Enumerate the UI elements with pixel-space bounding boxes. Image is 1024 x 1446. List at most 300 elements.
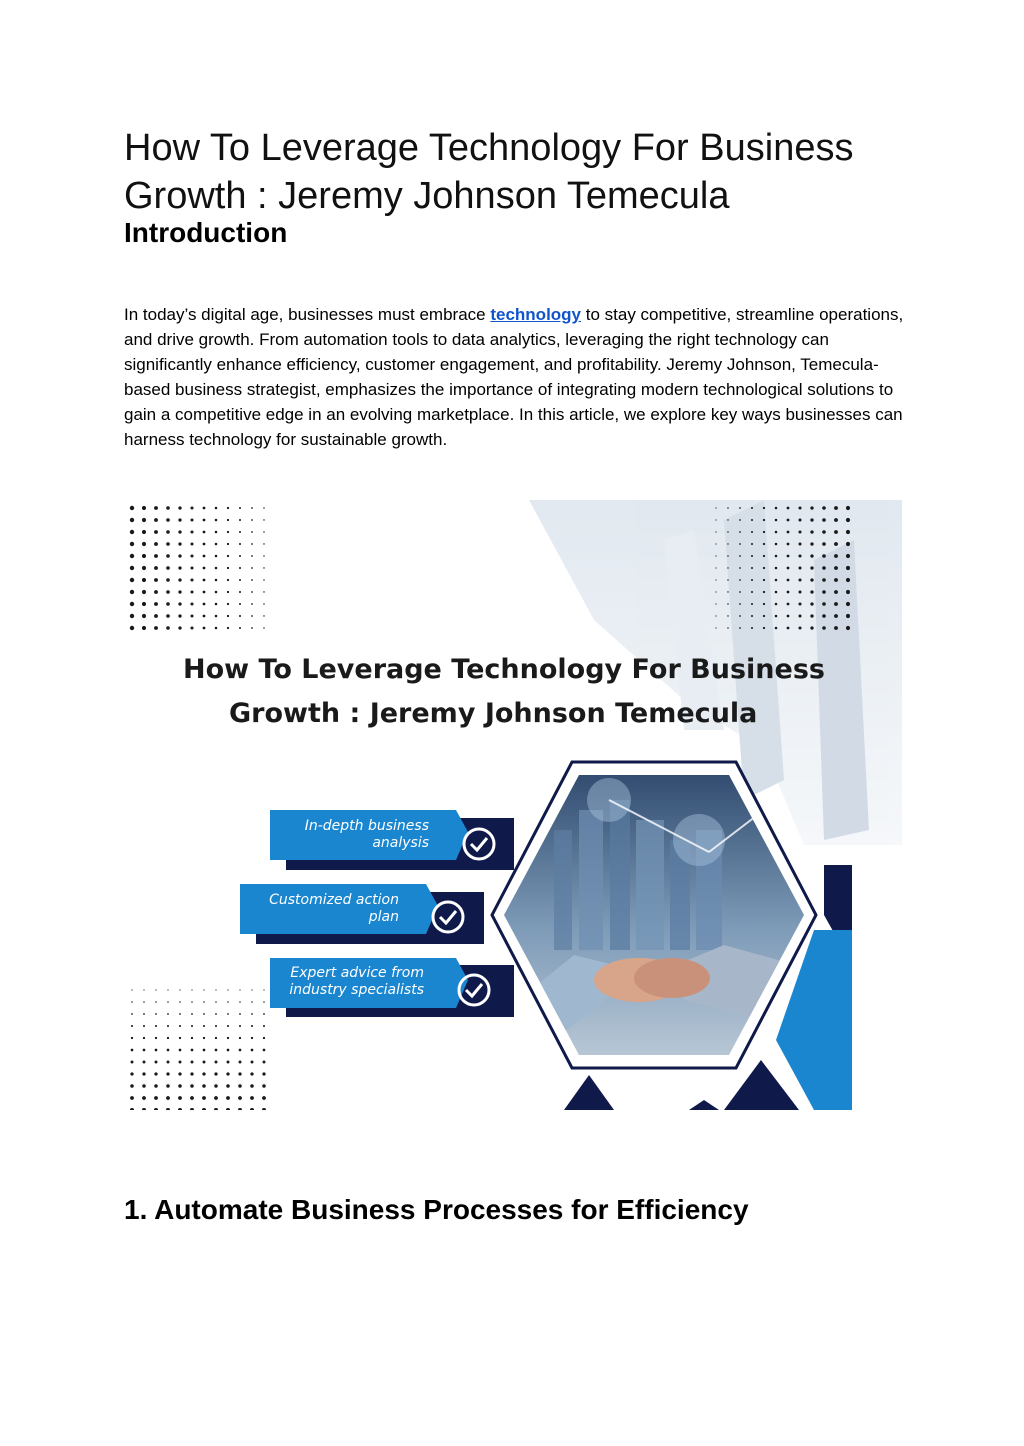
dot (131, 1049, 134, 1052)
dot (227, 567, 229, 569)
dot (263, 1049, 266, 1052)
dot (178, 614, 181, 617)
dot (739, 555, 741, 557)
dot (727, 591, 728, 592)
dot (143, 989, 144, 990)
dot (739, 627, 741, 629)
dot (215, 543, 218, 546)
dot (739, 567, 741, 569)
dot (142, 530, 146, 534)
dot (142, 518, 146, 522)
dot (167, 989, 168, 990)
dot (167, 1061, 170, 1064)
dot (154, 1096, 158, 1100)
dot (227, 1025, 229, 1027)
intro-paragraph (124, 302, 904, 452)
dot (166, 554, 170, 558)
dot (834, 566, 838, 570)
dot (822, 554, 826, 558)
dot (798, 530, 801, 533)
dot (179, 1049, 182, 1052)
dot (203, 591, 206, 594)
dot (239, 1061, 242, 1064)
dot (191, 1001, 193, 1003)
dot (227, 615, 229, 617)
dot (215, 567, 218, 570)
intro-heading: Introduction (124, 217, 288, 248)
dot (154, 566, 158, 570)
dot (251, 1037, 253, 1039)
dot (155, 1037, 157, 1039)
dot (727, 627, 728, 628)
dot (251, 627, 253, 629)
dot (822, 602, 826, 606)
dot (798, 578, 801, 581)
dot (227, 555, 229, 557)
dot (130, 1084, 134, 1088)
dot (751, 543, 753, 545)
dot (822, 566, 826, 570)
dot (130, 626, 134, 630)
dot (143, 1049, 146, 1052)
dot (834, 614, 838, 618)
dot (178, 626, 181, 629)
dot (263, 531, 264, 532)
dot (166, 530, 170, 534)
dot (215, 1061, 218, 1064)
dot (166, 590, 170, 594)
dot (239, 519, 241, 521)
dot (178, 518, 181, 521)
dot (263, 1037, 265, 1039)
dot (763, 567, 765, 569)
dot (203, 507, 206, 510)
page-title: How To Leverage Technology For Business Growth : Jeremy Johnson Temecula (124, 127, 854, 217)
dot (787, 519, 790, 522)
dot (130, 1072, 133, 1075)
dot (155, 989, 156, 990)
dot (154, 518, 158, 522)
dot (179, 1037, 181, 1039)
dot (215, 1025, 217, 1027)
dot (775, 615, 778, 618)
dot (239, 1001, 241, 1003)
dot (239, 591, 241, 593)
dot (155, 1025, 157, 1027)
dot (166, 1108, 170, 1110)
dot (239, 1049, 242, 1052)
dot (167, 1049, 170, 1052)
dot (715, 627, 716, 628)
dot (787, 591, 790, 594)
dot (167, 1025, 169, 1027)
dot (191, 1061, 194, 1064)
dot (130, 506, 134, 510)
dot (190, 1108, 194, 1110)
dot (798, 542, 801, 545)
dot (226, 1096, 230, 1100)
dot (215, 507, 218, 510)
dot (751, 531, 753, 533)
dot (763, 531, 765, 533)
dot (787, 627, 790, 630)
dot (142, 614, 146, 618)
dot (227, 543, 229, 545)
dot (142, 1108, 146, 1110)
dot (203, 989, 204, 990)
dot (739, 531, 741, 533)
dot (179, 1025, 181, 1027)
dot (822, 530, 826, 534)
dot (131, 1001, 133, 1003)
dot (142, 626, 146, 630)
dot (178, 566, 181, 569)
dot (251, 507, 253, 509)
dot (739, 603, 741, 605)
dot (179, 1001, 181, 1003)
dot (190, 1096, 194, 1100)
dot (191, 1037, 193, 1039)
dot (263, 519, 264, 520)
dot (715, 567, 716, 568)
dot (822, 578, 826, 582)
dot (203, 1025, 205, 1027)
dot (130, 518, 134, 522)
dot (834, 626, 838, 630)
dot (239, 615, 241, 617)
dot (846, 518, 850, 522)
dot (798, 554, 801, 557)
dot (751, 579, 753, 581)
dot (190, 614, 193, 617)
banner-title-line-2: Growth : Jeremy Johnson Temecula (229, 698, 758, 729)
dot (166, 1084, 170, 1088)
dot (191, 989, 192, 990)
dot (166, 506, 170, 510)
dot (763, 627, 765, 629)
dot (190, 566, 193, 569)
dot (846, 566, 850, 570)
dot-grid-decoration (130, 989, 266, 1110)
dot (215, 519, 218, 522)
dot (203, 1061, 206, 1064)
feature-3-line-2: industry specialists (289, 982, 424, 998)
dot (251, 567, 253, 569)
dot (190, 578, 193, 581)
dot (251, 1061, 254, 1064)
banner-title-line-1: How To Leverage Technology For Business (183, 654, 825, 685)
feature-badge (240, 884, 484, 944)
dot (263, 1025, 265, 1027)
dot (715, 531, 716, 532)
technology-link[interactable]: technology (490, 305, 582, 324)
dot (167, 1037, 169, 1039)
dot (190, 506, 193, 509)
dot (131, 1037, 133, 1039)
intro-text-before-link: In today’s digital age, businesses must embrace (124, 305, 491, 324)
dot (727, 519, 728, 520)
dot (263, 591, 264, 592)
dot (202, 1084, 206, 1088)
dot (775, 555, 778, 558)
dot (262, 1072, 265, 1075)
dot (191, 1049, 194, 1052)
dot (787, 531, 790, 534)
dot (167, 1013, 169, 1015)
dot (846, 626, 850, 630)
dot (834, 590, 838, 594)
dot (763, 591, 765, 593)
dot (203, 579, 206, 582)
dot (167, 1001, 169, 1003)
dot (202, 1108, 206, 1110)
dot (238, 1072, 241, 1075)
dot (238, 1108, 242, 1110)
dot (239, 567, 241, 569)
dot (787, 555, 790, 558)
dot (775, 531, 778, 534)
dot (178, 554, 181, 557)
dot (239, 627, 241, 629)
dot (775, 567, 778, 570)
dot (822, 626, 826, 630)
dot (715, 519, 716, 520)
dot (751, 519, 753, 521)
dot (763, 579, 765, 581)
dot (214, 1108, 218, 1110)
feature-1-line-1: In-depth business (304, 818, 429, 834)
dot (810, 506, 813, 509)
dot (263, 555, 264, 556)
feature-3-line-1: Expert advice from (290, 965, 424, 981)
dot (142, 602, 146, 606)
dot (166, 542, 170, 546)
dot (763, 615, 765, 617)
dot (727, 579, 728, 580)
dot (834, 602, 838, 606)
dot (763, 543, 765, 545)
dot (155, 1001, 157, 1003)
dot (834, 518, 838, 522)
dot (203, 519, 206, 522)
dot (798, 566, 801, 569)
dot (250, 1096, 254, 1100)
dot (715, 615, 716, 616)
dot (251, 1001, 253, 1003)
dot (203, 543, 206, 546)
dot (179, 1061, 182, 1064)
dot (810, 554, 813, 557)
dot (846, 542, 850, 546)
feature-1-line-2: analysis (372, 835, 429, 851)
dot (154, 590, 158, 594)
feature-badge (270, 958, 514, 1017)
dot (131, 1013, 133, 1015)
dot (203, 603, 206, 606)
dot (154, 614, 158, 618)
dot (202, 1096, 206, 1100)
dot (190, 542, 193, 545)
dot (203, 1037, 205, 1039)
dot (775, 591, 778, 594)
dot (166, 614, 170, 618)
handshake-image (492, 762, 816, 1068)
dot (130, 578, 134, 582)
dot (215, 555, 218, 558)
dot (166, 602, 170, 606)
dot (142, 1072, 145, 1075)
dot (142, 542, 146, 546)
dot (190, 518, 193, 521)
dot (166, 626, 170, 630)
banner-image (124, 500, 902, 1110)
dot (227, 531, 229, 533)
dot (846, 614, 850, 618)
dot (739, 543, 741, 545)
dot (130, 590, 134, 594)
dot (215, 1049, 218, 1052)
dot (131, 1061, 134, 1064)
dot (798, 614, 801, 617)
dot (203, 615, 206, 618)
dot (263, 543, 264, 544)
dot (166, 566, 170, 570)
dot (227, 507, 229, 509)
dot (227, 1001, 229, 1003)
dot (154, 506, 158, 510)
dot (787, 507, 790, 510)
dot (751, 627, 753, 629)
dot (798, 602, 801, 605)
dot (214, 1096, 218, 1100)
dot (263, 1013, 265, 1015)
dot (251, 543, 253, 545)
dot (239, 579, 241, 581)
dot (190, 602, 193, 605)
dot (203, 1001, 205, 1003)
dot (775, 507, 778, 510)
dot (263, 567, 264, 568)
dot (143, 1025, 145, 1027)
dot (798, 506, 801, 509)
dot (227, 1061, 230, 1064)
dot (154, 554, 158, 558)
dot (215, 603, 218, 606)
dot (727, 555, 728, 556)
dot (178, 530, 181, 533)
dot (130, 614, 134, 618)
dot (227, 603, 229, 605)
dot (739, 615, 741, 617)
dot (179, 1013, 181, 1015)
dot (763, 507, 765, 509)
dot (178, 602, 181, 605)
dot (154, 626, 158, 630)
dot (751, 591, 753, 593)
dot (178, 1096, 182, 1100)
dot (215, 591, 218, 594)
dot (263, 989, 264, 990)
dot (810, 578, 813, 581)
dot (846, 506, 850, 510)
dot (130, 542, 134, 546)
dot (143, 1037, 145, 1039)
dot (226, 1072, 229, 1075)
dot (810, 530, 813, 533)
dot-grid-decoration (130, 506, 265, 630)
dot (239, 543, 241, 545)
dot (227, 1013, 229, 1015)
dot (263, 603, 264, 604)
dot (798, 590, 801, 593)
dot (846, 602, 850, 606)
dot (215, 615, 218, 618)
dot (727, 603, 728, 604)
dot (214, 1072, 217, 1075)
dot (227, 579, 229, 581)
dot (142, 1096, 146, 1100)
dot (166, 578, 170, 582)
dot (178, 578, 181, 581)
dot (822, 506, 826, 510)
dot (262, 1108, 266, 1110)
dot (203, 567, 206, 570)
dot (155, 1049, 158, 1052)
dot (763, 603, 765, 605)
dot (238, 1096, 242, 1100)
dot (154, 602, 158, 606)
dot (715, 579, 716, 580)
dot (263, 507, 264, 508)
dot (130, 1108, 134, 1110)
dot (715, 603, 716, 604)
dot (787, 543, 790, 546)
dot (263, 615, 264, 616)
dot (130, 530, 134, 534)
dot (810, 602, 813, 605)
dot (251, 555, 253, 557)
dot (178, 506, 181, 509)
dot (810, 614, 813, 617)
dot (227, 1037, 229, 1039)
dot (154, 1084, 158, 1088)
dot (834, 530, 838, 534)
dot (834, 542, 838, 546)
dot (822, 518, 826, 522)
dot (227, 1049, 230, 1052)
dot (715, 591, 716, 592)
dot (763, 519, 765, 521)
dot (739, 591, 741, 593)
dot (190, 1072, 193, 1075)
dot (251, 1013, 253, 1015)
dot (251, 1025, 253, 1027)
dot (251, 603, 253, 605)
dot (178, 1084, 182, 1088)
dot (215, 1037, 217, 1039)
dot (131, 989, 132, 990)
dot (834, 578, 838, 582)
dot (178, 590, 181, 593)
dot (251, 1049, 254, 1052)
dot (227, 627, 229, 629)
dot (775, 543, 778, 546)
dot (787, 579, 790, 582)
dot (263, 579, 264, 580)
dot (810, 590, 813, 593)
dot (239, 989, 240, 990)
dot (810, 518, 813, 521)
